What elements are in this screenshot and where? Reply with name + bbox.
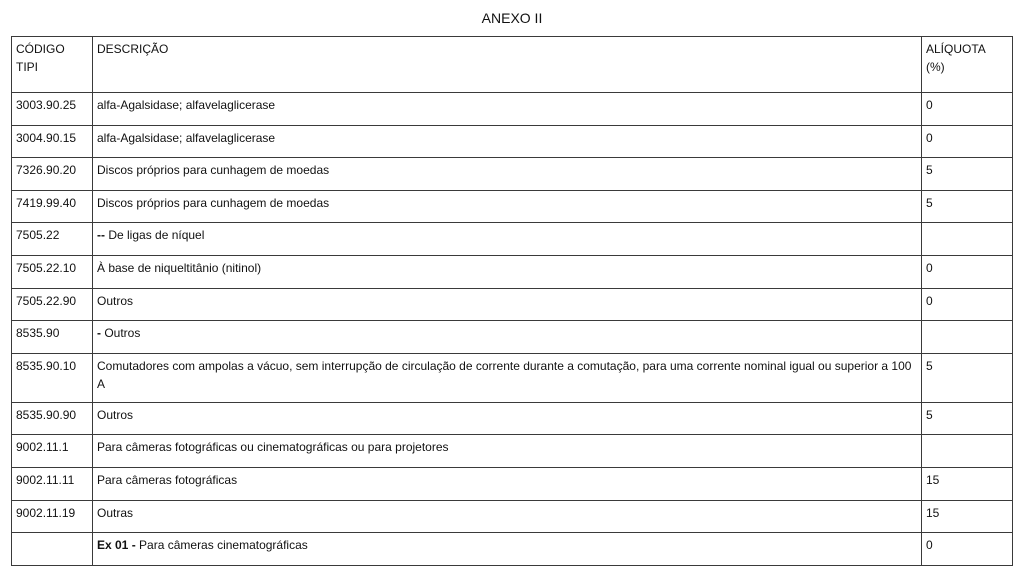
header-code xyxy=(12,37,93,93)
table-row xyxy=(12,321,1013,354)
cell-code: 8535.90 xyxy=(12,321,93,354)
description-text: À base de niqueltitânio (nitinol) xyxy=(97,260,262,275)
cell-description xyxy=(93,288,922,321)
description-text: alfa-Agalsidase; alfavelaglicerase xyxy=(97,98,276,112)
table-row xyxy=(12,190,1013,223)
cell-code: 9002.11.11 xyxy=(12,467,93,500)
cell-rate xyxy=(922,223,1013,256)
cell-code: 3004.90.15 xyxy=(12,125,93,158)
cell-description xyxy=(93,223,922,256)
cell-code: 9002.11.1 xyxy=(12,435,93,468)
table-row xyxy=(12,467,1013,500)
description-prefix: -- xyxy=(97,228,105,243)
table-row xyxy=(12,158,1013,191)
table-row xyxy=(12,223,1013,256)
cell-code: 7419.99.40 xyxy=(12,190,93,223)
cell-description xyxy=(93,467,922,500)
cell-description xyxy=(93,255,922,288)
table-row xyxy=(12,353,1013,402)
cell-description xyxy=(93,435,922,468)
cell-code: 7326.90.20 xyxy=(12,158,93,191)
header-code-line1: CÓDIGO xyxy=(16,42,65,56)
cell-description xyxy=(93,353,922,402)
cell-code: 8535.90.90 xyxy=(12,402,93,435)
cell-code: 8535.90.10 xyxy=(12,353,93,402)
cell-rate: 0 xyxy=(922,288,1013,321)
cell-code xyxy=(12,533,93,566)
description-text: Para câmeras fotográficas xyxy=(97,472,238,487)
description-text: Para câmeras fotográficas ou cinematográficas ou para projetores xyxy=(97,440,449,455)
cell-description xyxy=(93,321,922,354)
cell-description xyxy=(93,125,922,158)
table-row xyxy=(12,500,1013,533)
header-description: DESCRIÇÃO xyxy=(93,37,922,93)
cell-code: 9002.11.19 xyxy=(12,500,93,533)
cell-rate: 5 xyxy=(922,190,1013,223)
cell-description xyxy=(93,500,922,533)
cell-description xyxy=(93,402,922,435)
cell-rate: 5 xyxy=(922,353,1013,402)
description-text: Discos próprios para cunhagem de moedas xyxy=(97,195,330,210)
description-text: alfa-Agalsidase; alfavelaglicerase xyxy=(97,130,276,145)
description-text: Outros xyxy=(97,293,134,308)
table-row xyxy=(12,435,1013,468)
cell-code: 7505.22 xyxy=(12,223,93,256)
cell-description xyxy=(93,190,922,223)
table-row xyxy=(12,93,1013,126)
description-text: Para câmeras cinematográficas xyxy=(135,538,308,553)
cell-code: 7505.22.90 xyxy=(12,288,93,321)
description-text: Outros xyxy=(97,407,134,422)
table-header-row xyxy=(12,37,1013,93)
table-row xyxy=(12,533,1013,566)
cell-rate: 5 xyxy=(922,158,1013,191)
table-row xyxy=(12,255,1013,288)
cell-code: 3003.90.25 xyxy=(12,93,93,126)
description-text: Outras xyxy=(97,505,134,520)
description-text: Outros xyxy=(101,326,141,341)
table-row xyxy=(12,402,1013,435)
table-row xyxy=(12,288,1013,321)
description-text: De ligas de níquel xyxy=(105,228,205,243)
cell-code: 7505.22.10 xyxy=(12,255,93,288)
cell-rate: 15 xyxy=(922,500,1013,533)
header-rate xyxy=(922,37,1013,93)
description-text: Comutadores com ampolas a vácuo, sem interrupção de circulação de corrente durante a comutação, para uma corrente nominal igual ou superior a 100 A xyxy=(97,358,912,391)
cell-rate: 0 xyxy=(922,255,1013,288)
cell-rate: 0 xyxy=(922,93,1013,126)
cell-description xyxy=(93,158,922,191)
document-title: ANEXO II xyxy=(481,10,543,26)
cell-description xyxy=(93,533,922,566)
description-prefix: Ex 01 - xyxy=(97,538,136,553)
tariff-table xyxy=(11,36,1013,566)
cell-rate: 0 xyxy=(922,533,1013,566)
cell-description xyxy=(93,93,922,126)
description-text: Discos próprios para cunhagem de moedas xyxy=(97,163,330,178)
cell-rate: 0 xyxy=(922,125,1013,158)
cell-rate xyxy=(922,321,1013,354)
cell-rate: 5 xyxy=(922,402,1013,435)
description-prefix: - xyxy=(97,326,101,341)
table-row xyxy=(12,125,1013,158)
header-rate-line2: (%) xyxy=(926,60,945,74)
header-code-line2: TIPI xyxy=(16,60,39,74)
header-rate-line1: ALÍQUOTA xyxy=(926,42,986,56)
cell-rate xyxy=(922,435,1013,468)
cell-rate: 15 xyxy=(922,467,1013,500)
